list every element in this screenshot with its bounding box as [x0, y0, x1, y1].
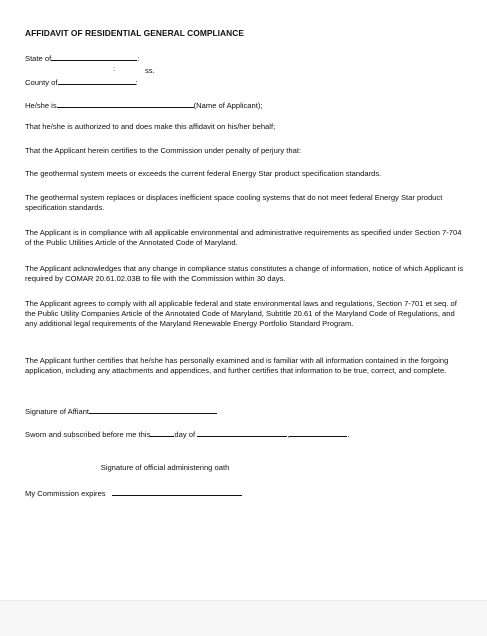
applicant-line	[25, 99, 262, 111]
commission-expires-blank[interactable]	[112, 487, 242, 496]
affiant-signature-blank[interactable]	[89, 405, 217, 414]
applicant-name-blank[interactable]	[57, 99, 194, 108]
official-signature-label: Signature of official administering oath	[100, 463, 230, 472]
sworn-day-blank[interactable]	[150, 428, 174, 437]
sworn-year-blank[interactable]	[289, 428, 350, 439]
document-title: AFFIDAVIT OF RESIDENTIAL GENERAL COMPLIANCE	[25, 28, 244, 38]
sworn-month-blank[interactable]	[197, 428, 290, 439]
paragraph-meets-standards: The geothermal system meets or exceeds the current federal Energy Star product specification standards.	[25, 169, 382, 178]
county-blank[interactable]	[58, 76, 136, 85]
county-suffix: :	[135, 78, 138, 87]
state-suffix: :	[137, 54, 140, 63]
paragraph-certifies: That the Applicant herein certifies to the Commission under penalty of perjury that:	[25, 146, 302, 155]
county-line	[25, 76, 138, 88]
state-line	[25, 52, 139, 64]
paragraph-agrees: The Applicant agrees to comply with all applicable federal and state environmental laws and regulations, Section 7-701 et seq. of the Public Utility Companies Article of the Annotated Code of Maryland, Subtitle 20.61 of the Maryland Code of Regulations, and any additional legal requirements of the Maryland Renewable Energy Portfolio Standard Program.	[25, 299, 457, 329]
paragraph-authorized: That he/she is authorized to and does make this affidavit on his/her behalf;	[25, 122, 276, 131]
commission-label: My Commission expires	[25, 489, 106, 498]
sworn-comma: ,	[287, 430, 290, 439]
affiant-label: Signature of Affiant	[25, 407, 90, 416]
sworn-prefix: Sworn and subscribed before me this	[25, 430, 151, 439]
paragraph-further-certifies: The Applicant further certifies that he/she has personally examined and is familiar with all information contained in the forgoing application, including any attachments and appendices, and further certifies that information to be true, correct, and complete.	[25, 356, 449, 376]
paragraph-acknowledges: The Applicant acknowledges that any change in compliance status constitutes a change of information, notice of which Applicant is required by COMAR 20.61.02.03B to file with the Commission within 30 days.	[25, 264, 464, 284]
paragraph-compliance: The Applicant is in compliance with all applicable environmental and administrative requirements as specified under Section 7-704 of the Public Utilities Article of the Annotated Code of Maryland.	[25, 228, 462, 248]
commission-line	[25, 487, 242, 499]
paragraph-replaces-systems: The geothermal system replaces or displaces inefficient space cooling systems that do not meet federal Energy Star product specification standards.	[25, 193, 443, 213]
state-label: State of	[25, 54, 52, 63]
applicant-suffix: (Name of Applicant);	[193, 101, 263, 110]
venue-ss: ss.	[145, 66, 155, 75]
applicant-prefix: He/she is	[25, 101, 57, 110]
sworn-day-label: day of	[174, 430, 196, 439]
affiant-signature-line	[25, 405, 217, 417]
venue-colon: :	[113, 64, 116, 73]
sworn-line	[25, 428, 349, 440]
state-blank[interactable]	[51, 52, 140, 63]
sworn-period: .	[347, 430, 350, 439]
county-label: County of	[25, 78, 58, 87]
